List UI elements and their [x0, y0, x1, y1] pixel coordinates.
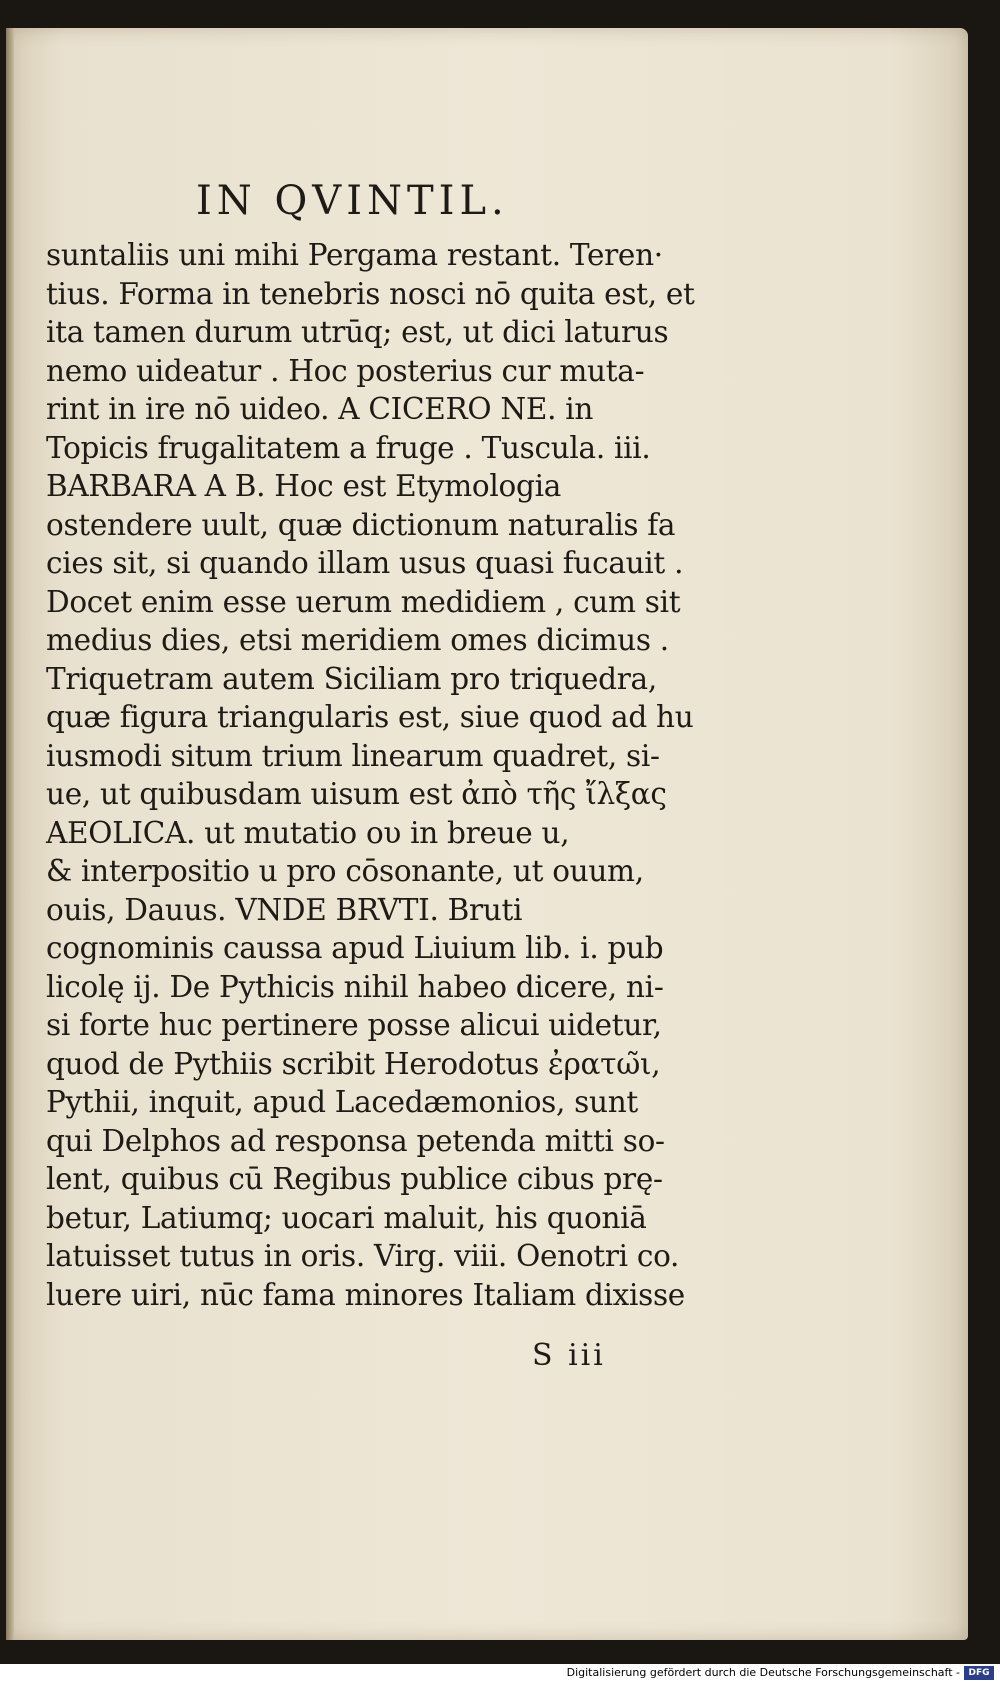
text-line: si forte huc pertinere posse alicui uidetur,	[46, 1008, 662, 1042]
text-line: ita tamen durum utrūq; est, ut dici laturus	[46, 315, 669, 349]
text-line: licolę ij. De Pythicis nihil habeo dicere, ni-	[46, 969, 664, 1004]
text-line: ouis, Dauus. VNDE BRVTI. Bruti	[46, 892, 523, 927]
text-line: betur, Latiumq; uocari maluit, his quoniā	[46, 1200, 647, 1235]
dfg-logo: DFG	[964, 1666, 994, 1680]
text-line: tius. Forma in tenebris nosci nō quita est, et	[46, 276, 695, 311]
book-page	[6, 28, 968, 1640]
text-line: Topicis frugalitatem a fruge . Tuscula. iii.	[46, 430, 651, 465]
text-line: lent, quibus cū Regibus publice cibus prę-	[46, 1162, 663, 1196]
text-line: rint in ire nō uideo. A CICERO NE. in	[46, 392, 594, 426]
text-line: Docet enim esse uerum medidiem , cum sit	[46, 584, 681, 619]
text-line: cies sit, si quando illam usus quasi fucauit .	[46, 546, 684, 580]
signature-mark: S iii	[532, 1338, 606, 1373]
text-line: quæ figura triangularis est, siue quod ad hu	[46, 700, 694, 734]
text-line: BARBARA A B. Hoc est Etymologia	[46, 469, 561, 503]
text-line: cognominis caussa apud Liuium lib. i. pub	[46, 931, 664, 965]
page-edge	[6, 28, 14, 1640]
footer-credit: Digitalisierung gefördert durch die Deutsche Forschungsgemeinschaft -	[566, 1666, 960, 1679]
text-line: nemo uideatur . Hoc posterius cur muta-	[46, 353, 645, 388]
text-block	[46, 236, 706, 1314]
text-line: Triquetram autem Siciliam pro triquedra,	[46, 661, 657, 696]
text-line: & interpositio u pro cōsonante, ut ouum,	[46, 854, 644, 888]
text-line: latuisset tutus in oris. Virg. viii. Oenotri co.	[46, 1239, 680, 1273]
text-line: Pythii, inquit, apud Lacedæmonios, sunt	[46, 1085, 638, 1119]
text-line: iusmodi situm trium linearum quadret, si-	[46, 738, 660, 773]
text-line: AEOLICA. ut mutatio ου in breue u,	[46, 815, 570, 850]
text-line: ue, ut quibusdam uisum est ἀπὸ τῆς ἴλξας	[46, 777, 667, 811]
text-line: suntaliis uni mihi Pergama restant. Teren·	[46, 238, 663, 272]
text-line: medius dies, etsi meridiem omes dicimus .	[46, 623, 669, 657]
running-header: IN QVINTIL.	[196, 178, 509, 224]
digitization-footer	[0, 1664, 1000, 1684]
text-line: quod de Pythiis scribit Herodotus ἐρατω̃ι,	[46, 1046, 661, 1081]
text-line: ostendere uult, quæ dictionum naturalis fa	[46, 507, 676, 542]
text-line: qui Delphos ad responsa petenda mitti so-	[46, 1123, 665, 1158]
text-line: luere uiri, nūc fama minores Italiam dixisse	[46, 1277, 685, 1312]
